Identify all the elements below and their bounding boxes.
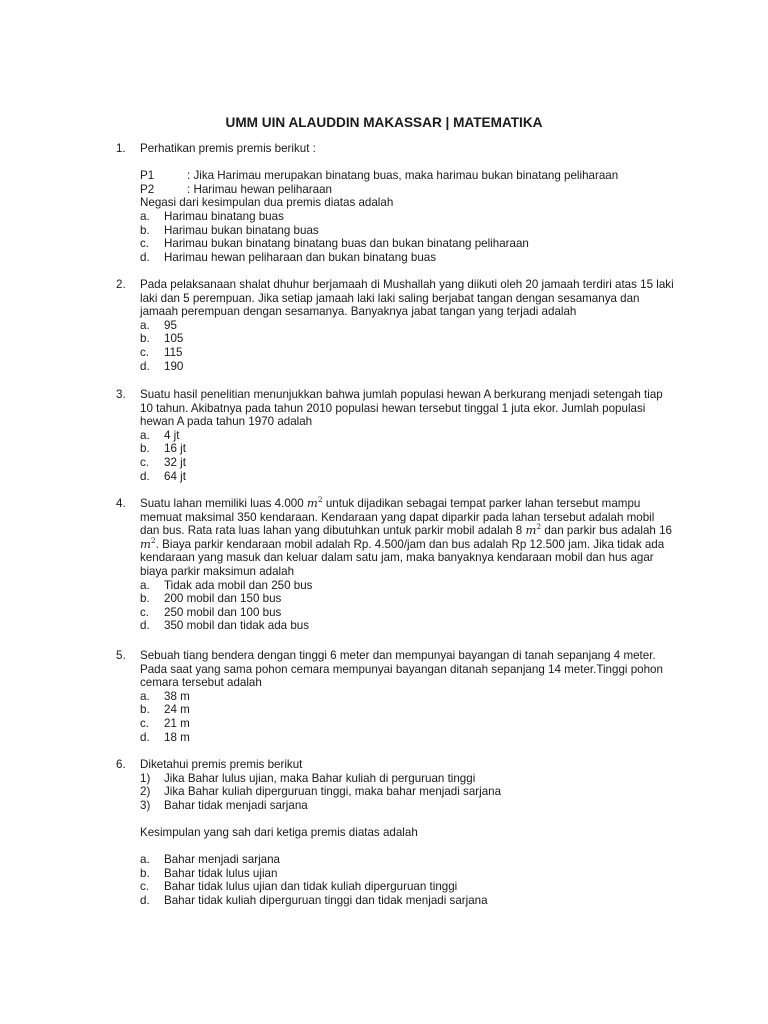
option-c: c. 250 mobil dan 100 bus xyxy=(140,605,282,619)
premise-text: : Harimau hewan peliharaan xyxy=(187,182,333,196)
option-a: a. 4 jt xyxy=(140,428,180,442)
option-b: b. Harimau bukan binatang buas xyxy=(140,223,319,237)
question-4 xyxy=(116,497,676,633)
option-c: c. Bahar tidak lulus ujian dan tidak kuliah diperguruan tinggi xyxy=(140,880,458,894)
option-d: d. Bahar tidak kuliah diperguruan tinggi dan tidak menjadi sarjana xyxy=(140,893,488,907)
question-number: 3. xyxy=(116,388,126,401)
option-d: d. 350 mobil dan tidak ada bus xyxy=(140,619,310,633)
option-a: a. Tidak ada mobil dan 250 bus xyxy=(140,578,313,592)
math-m-squared: $m^2$ xyxy=(306,495,323,510)
question-number: 6. xyxy=(116,758,126,771)
option-b: b. Bahar tidak lulus ujian xyxy=(140,866,278,880)
question-2 xyxy=(116,278,676,373)
question-text-line: kendaraan yang masuk dan keluar dalam satu jam, maka banyaknya kendaraan mobil dan hus agar xyxy=(140,551,654,565)
option-c: c. 115 xyxy=(140,345,183,359)
option-a: a. Harimau binatang buas xyxy=(140,209,284,223)
question-text-line: Pada saat yang sama pohon cemara mempunyai bayangan ditanah sepanjang 14 meter.Tinggi pohon xyxy=(140,662,663,676)
premise-label: P2 xyxy=(140,182,155,196)
page-title: UMM UIN ALAUDDIN MAKASSAR | MATEMATIKA xyxy=(225,115,543,130)
question-number: 2. xyxy=(116,278,126,291)
option-b: b. 200 mobil dan 150 bus xyxy=(140,592,282,606)
question-3 xyxy=(116,388,676,483)
math-m-squared: $m^2$ xyxy=(525,522,542,538)
option-b: b. 24 m xyxy=(140,703,190,717)
question-text-line: Suatu lahan memiliki luas 4.000 $m^2$ untuk dijadikan sebagai tempat parker lahan tersebut mampu xyxy=(140,495,641,510)
question-text-line: Suatu hasil penelitian menunjukkan bahwa jumlah populasi hewan A berkurang menjadi setengah tiap xyxy=(140,388,663,401)
question-text-line: $m^2$. Biaya parkir kendaraan mobil adalah Rp. 4.500/jam dan bus adalah Rp 12.500 jam. Jika tidak ada xyxy=(140,535,665,551)
question-text-line: biaya parkir maksimun adalah xyxy=(140,564,295,578)
option-a: a. Bahar menjadi sarjana xyxy=(140,853,281,867)
question-5 xyxy=(116,649,676,744)
option-c: c. Harimau bukan binatang binatang buas dan bukan binatang peliharaan xyxy=(140,237,529,251)
question-intro: Diketahui premis premis berikut xyxy=(140,758,303,771)
premise-label: P1 xyxy=(140,169,155,183)
question-text-line: memuat maksimal 350 kendaraan. Kendaraan yang dapat diparkir pada lahan tersebut adalah mobil xyxy=(140,510,655,524)
premise-1: 1) Jika Bahar lulus ujian, maka Bahar kuliah di perguruan tinggi xyxy=(140,771,476,785)
option-a: a. 95 xyxy=(140,318,177,332)
option-b: b. 16 jt xyxy=(140,442,186,456)
option-d: d. 18 m xyxy=(140,730,190,744)
premise-3: 3) Bahar tidak menjadi sarjana xyxy=(140,798,308,812)
premise-p2 xyxy=(140,183,676,197)
question-text-line: hewan A pada tahun 1970 adalah xyxy=(140,415,313,429)
question-1 xyxy=(116,142,676,264)
question-text-line: Sebuah tiang bendera dengan tinggi 6 meter dan mempunyai bayangan di tanah sepanjang 4 meter. xyxy=(140,649,656,662)
question-6 xyxy=(116,758,676,908)
option-a: a. 38 m xyxy=(140,689,190,703)
premise-p1 xyxy=(140,169,676,183)
question-text-line: jamaah perempuan dengan sesamanya. Banyaknya jabat tangan yang terjadi adalah xyxy=(140,305,577,319)
question-number: 4. xyxy=(116,497,126,510)
question-intro: Perhatikan premis premis berikut : xyxy=(140,142,316,155)
option-d: d. Harimau hewan peliharaan dan bukan binatang buas xyxy=(140,250,437,264)
question-text-line: 10 tahun. Akibatnya pada tahun 2010 populasi hewan tersebut tinggal 1 juta ekor. Jumlah populasi xyxy=(140,401,646,415)
premise-2: 2) Jika Bahar kuliah diperguruan tinggi, maka bahar menjadi sarjana xyxy=(140,785,502,799)
question-text-line: dan bus. Rata rata luas lahan yang dibutuhkan untuk parkir mobil adalah 8 $m^2$ dan parkir bus adalah 16 xyxy=(140,522,672,538)
option-b: b. 105 xyxy=(140,332,184,346)
question-text-line: Pada pelaksanaan shalat dhuhur berjamaah di Mushallah yang diikuti oleh 20 jamaah terdiri atas 15 laki xyxy=(140,278,674,291)
question-text-line: laki dan 5 perempuan. Jika setiap jamaah laki laki saling berjabat tangan dengan sesamanya dan xyxy=(140,291,640,305)
question-prompt: Kesimpulan yang sah dari ketiga premis diatas adalah xyxy=(140,825,418,839)
option-d: d. 64 jt xyxy=(140,469,186,483)
question-number: 5. xyxy=(116,649,126,662)
option-d: d. 190 xyxy=(140,359,184,373)
premise-text: : Jika Harimau merupakan binatang buas, maka harimau bukan binatang peliharaan xyxy=(187,169,619,183)
question-prompt: Negasi dari kesimpulan dua premis diatas adalah xyxy=(140,196,394,210)
option-c: c. 21 m xyxy=(140,716,190,730)
question-number: 1. xyxy=(116,142,126,155)
option-c: c. 32 jt xyxy=(140,455,186,469)
math-m-squared: $m^2$ xyxy=(140,535,156,551)
question-text-line: cemara tersebut adalah xyxy=(140,676,262,690)
